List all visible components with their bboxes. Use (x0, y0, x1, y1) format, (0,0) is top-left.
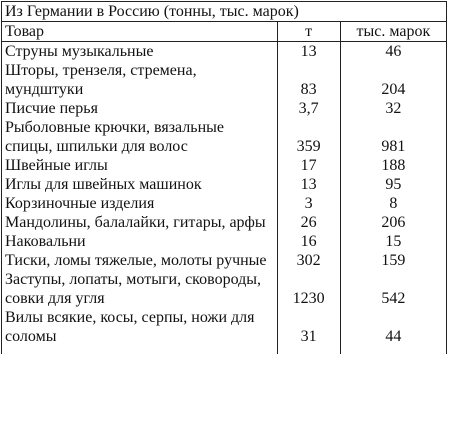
table-row-cut-off (2, 346, 447, 354)
cell-product: Тиски, ломы тяжелые, молоты ручные (2, 251, 278, 270)
cell-marks: 206 (340, 213, 446, 232)
cell-tonnes: 3,7 (277, 99, 340, 118)
cell-marks: 15 (340, 232, 446, 251)
table-row (2, 308, 447, 346)
cell-marks: 204 (340, 61, 446, 99)
cell-tonnes: 13 (277, 42, 340, 62)
cell-tonnes: 302 (277, 251, 340, 270)
header-marks: тыс. марок (340, 22, 446, 42)
cell-marks: 44 (340, 308, 446, 346)
cell-tonnes: 359 (277, 118, 340, 156)
table-title: Из Германии в Россию (тонны, тыс. марок) (2, 2, 447, 22)
cell-tonnes: 83 (277, 61, 340, 99)
table-row (2, 194, 447, 213)
cell-marks: 32 (340, 99, 446, 118)
cell-tonnes: 26 (277, 213, 340, 232)
table-row (2, 213, 447, 232)
trade-table (1, 1, 447, 354)
table-row (2, 118, 447, 156)
cell-product: Вилы всякие, косы, серпы, ножи для соломы (2, 308, 278, 346)
table-row (2, 42, 447, 62)
cell-tonnes: 1230 (277, 270, 340, 308)
cell-marks: 981 (340, 118, 446, 156)
cell-tonnes: 16 (277, 232, 340, 251)
cell-product: Корзиночные изделия (2, 194, 278, 213)
cell-marks: 8 (340, 194, 446, 213)
cell-tonnes: 17 (277, 156, 340, 175)
cell-product: Швейные иглы (2, 156, 278, 175)
cell-tonnes: 13 (277, 175, 340, 194)
table-row (2, 175, 447, 194)
cell-product: Струны музыкальные (2, 42, 278, 62)
table-row (2, 232, 447, 251)
cell-product: Иглы для швейных машинок (2, 175, 278, 194)
table-row (2, 156, 447, 175)
cell-marks: 159 (340, 251, 446, 270)
table-row (2, 61, 447, 99)
cell-marks: 188 (340, 156, 446, 175)
table-row (2, 251, 447, 270)
header-product: Товар (2, 22, 278, 42)
cell-marks: 542 (340, 270, 446, 308)
cell-product: Шторы, трензеля, стремена, мундштуки (2, 61, 278, 99)
cell-product: Наковальни (2, 232, 278, 251)
cell-marks: 95 (340, 175, 446, 194)
cell-product: Писчие перья (2, 99, 278, 118)
cell-product: Заступы, лопаты, мотыги, сковороды, совки для угля (2, 270, 278, 308)
table-row (2, 270, 447, 308)
cell-product: Мандолины, балалайки, гитары, арфы (2, 213, 278, 232)
cell-tonnes: 31 (277, 308, 340, 346)
cell-tonnes: 3 (277, 194, 340, 213)
header-tonnes: т (277, 22, 340, 42)
cell-product: Рыболовные крючки, вязальные спицы, шпильки для волос (2, 118, 278, 156)
cell-marks: 46 (340, 42, 446, 62)
table-row (2, 99, 447, 118)
